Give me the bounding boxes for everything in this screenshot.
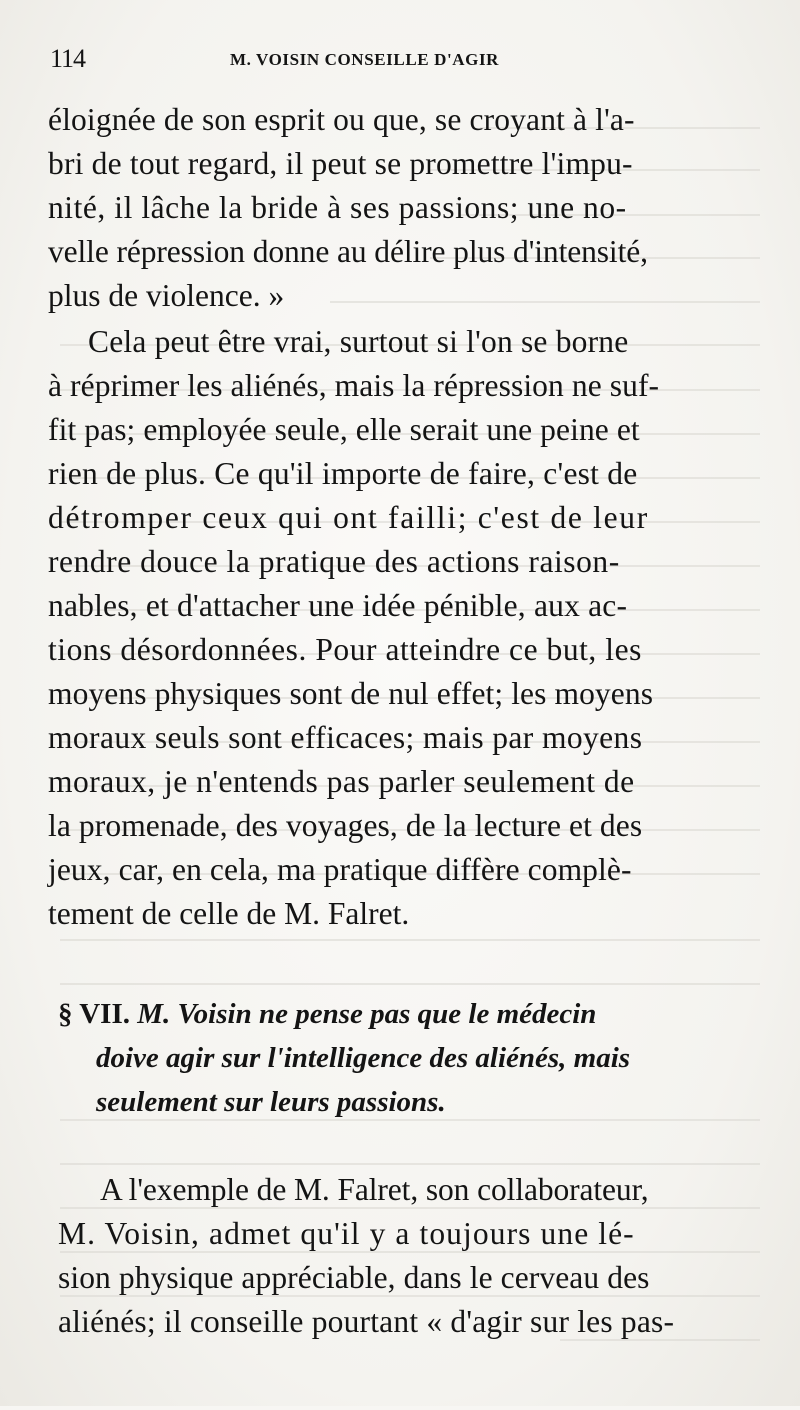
text-line: M. Voisin, admet qu'il y a toujours une lé- [58, 1216, 635, 1251]
text-line: nité, il lâche la bride à ses passions; une no- [48, 190, 627, 225]
text-line: plus de violence. » [48, 278, 285, 313]
running-head: M. VOISIN CONSEILLE D'AGIR [230, 50, 500, 69]
text-line: aliénés; il conseille pourtant « d'agir sur les pas- [58, 1304, 675, 1339]
text-line: velle répression donne au délire plus d'intensité, [48, 234, 648, 269]
heading-line: seulement sur leurs passions. [96, 1086, 446, 1118]
text-line: moyens physiques sont de nul effet; les moyens [48, 676, 654, 711]
text-line: Cela peut être vrai, surtout si l'on se borne [88, 324, 629, 359]
text-line: nables, et d'attacher une idée pénible, aux ac- [48, 588, 628, 623]
heading-line: doive agir sur l'intelligence des aliénés, mais [96, 1042, 631, 1074]
text-line: rien de plus. Ce qu'il importe de faire, c'est de [48, 456, 638, 491]
heading-line [58, 994, 596, 1034]
text-line: fit pas; employée seule, elle serait une peine et [48, 412, 640, 447]
text-line: tement de celle de M. Falret. [48, 896, 410, 931]
text-line: rendre douce la pratique des actions raison- [48, 544, 620, 579]
text-line: à réprimer les aliénés, mais la répression ne suf- [48, 368, 660, 403]
section-marker: § VII. [58, 998, 130, 1030]
text-line: A l'exemple de M. Falret, son collaborateur, [100, 1172, 649, 1207]
page-number: 114 [50, 44, 86, 73]
page-header [50, 44, 750, 80]
text-line: sion physique appréciable, dans le cerveau des [58, 1260, 650, 1295]
text-line: jeux, car, en cela, ma pratique diffère complè- [48, 852, 632, 887]
text-line: détromper ceux qui ont failli; c'est de leur [48, 500, 649, 535]
heading-text: M. Voisin ne pense pas que le médecin [137, 998, 597, 1030]
text-line: éloignée de son esprit ou que, se croyant à l'a- [48, 102, 635, 137]
text-line: moraux seuls sont efficaces; mais par moyens [48, 720, 643, 755]
text-line: la promenade, des voyages, de la lecture et des [48, 808, 643, 843]
text-line: tions désordonnées. Pour atteindre ce but, les [48, 632, 642, 667]
text-line: bri de tout regard, il peut se promettre l'impu- [48, 146, 633, 181]
text-line: moraux, je n'entends pas parler seulement de [48, 764, 635, 799]
